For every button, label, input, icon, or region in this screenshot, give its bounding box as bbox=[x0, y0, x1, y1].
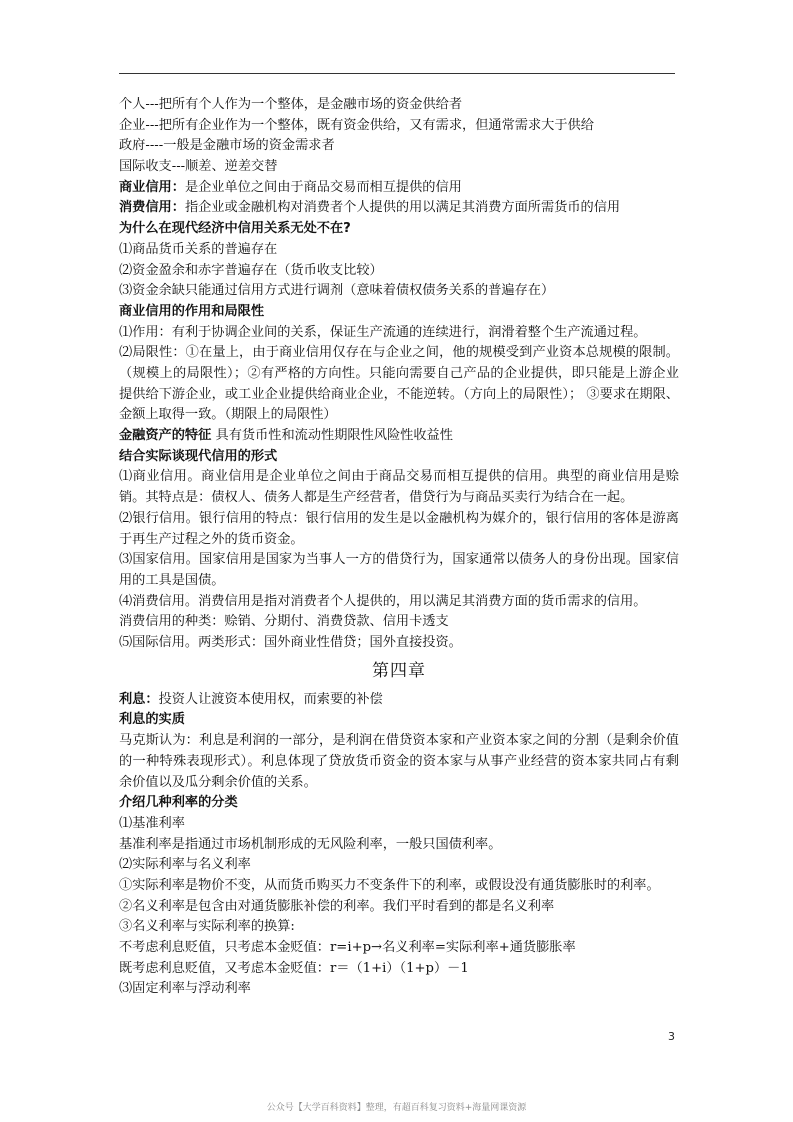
list-item: ⑵资金盈余和赤字普遍存在（货币收支比较） bbox=[119, 262, 383, 278]
formula: 既考虑利息贬值，又考虑本金贬值：r＝（1+i）（1+p）－1 bbox=[119, 960, 469, 976]
paragraph: 企业---把所有企业作为一个整体，既有资金供给，又有需求，但通常需求大于供给 bbox=[119, 117, 594, 133]
list-item: ⑶国家信用。国家信用是国家为当事人一方的借贷行为，国家通常以债务人的身份出现。国家信用的工具是国债。 bbox=[119, 552, 679, 588]
document-body bbox=[119, 95, 679, 1000]
definition-text: 指企业或金融机构对消费者个人提供的用以满足其消费方面所需货币的信用 bbox=[184, 200, 621, 216]
term: 商业信用： bbox=[119, 179, 185, 195]
list-item: ⑷消费信用。消费信用是指对消费者个人提供的，用以满足其消费方面的货币需求的信用。 bbox=[119, 593, 647, 609]
definition-text: 具有货币性和流动性期限性风险性收益性 bbox=[211, 428, 453, 444]
definition bbox=[119, 426, 679, 447]
chapter-title: 第四章 bbox=[372, 660, 426, 681]
list-item: ⑴基准利率 bbox=[119, 815, 185, 831]
list-item: ⑵实际利率与名义利率 bbox=[119, 857, 251, 873]
page-number: 3 bbox=[668, 1030, 675, 1043]
definition-text: 是企业单位之间由于商品交易而相互提供的信用 bbox=[184, 179, 462, 195]
list-item: ⑵银行信用。银行信用的特点：银行信用的发生是以金融机构为媒介的，银行信用的客体是游离于再生产过程之外的货币资金。 bbox=[119, 510, 679, 547]
list-item: ⑶资金余缺只能通过信用方式进行调剂（意味着债权债务关系的普遍存在） bbox=[119, 283, 555, 299]
section-heading: 为什么在现代经济中信用关系无处不在? bbox=[119, 221, 351, 237]
footer-note: 公众号【大学百科资料】整理，有超百科复习资料+海量网课资源 bbox=[266, 1103, 527, 1113]
paragraph: 政府----一般是金融市场的资金需求者 bbox=[119, 138, 335, 154]
definition-text: 投资人让渡资本使用权，而索要的补偿 bbox=[158, 691, 383, 707]
list-item: ⑸国际信用。两类形式：国外商业性借贷；国外直接投资。 bbox=[119, 635, 462, 651]
paragraph: 马克斯认为：利息是利润的一部分，是利润在借贷资本家和产业资本家之间的分割（是剩余价值的一种特殊表现形式）。利息体现了贷放货币资金的资本家与从事产业经营的资本家共同占有剩余价值以及瓜分剩余价值的关系。 bbox=[119, 733, 679, 790]
formula: 不考虑利息贬值，只考虑本金贬值：r=i+p→名义利率=实际利率+通货膨胀率 bbox=[119, 940, 576, 956]
list-item: ⑴作用：有利于协调企业间的关系，保证生产流通的连续进行，润滑着整个生产流通过程。 bbox=[119, 324, 647, 340]
list-item: ⑴商品货币关系的普遍存在 bbox=[119, 241, 278, 257]
list-item: ⑶固定利率与浮动利率 bbox=[119, 981, 251, 997]
header-rule bbox=[119, 73, 675, 74]
section-heading: 结合实际谈现代信用的形式 bbox=[119, 448, 278, 464]
section-heading: 介绍几种利率的分类 bbox=[119, 795, 238, 811]
section-heading: 商业信用的作用和局限性 bbox=[119, 303, 265, 319]
term: 消费信用： bbox=[119, 200, 185, 216]
paragraph: 消费信用的种类：赊销、分期付、消费贷款、信用卡透支 bbox=[119, 614, 449, 630]
list-item: ⑴商业信用。商业信用是企业单位之间由于商品交易而相互提供的信用。典型的商业信用是赊销。其特点是：债权人、债务人都是生产经营者，借贷行为与商品买卖行为结合在一起。 bbox=[119, 469, 679, 506]
list-item: ②名义利率是包含由对通货膨胀补偿的利率。我们平时看到的都是名义利率 bbox=[119, 898, 555, 914]
section-heading: 利息的实质 bbox=[119, 712, 185, 728]
term: 金融资产的特征 bbox=[119, 428, 212, 444]
list-item: ⑵局限性：①在量上，由于商业信用仅存在与企业之间，他的规模受到产业资本总规模的限制。（规模上的局限性）；②有严格的方向性。只能向需要自己产品的企业提供，即只能是上游企业提供给下游企业，或工业企业提供给商业企业，不能逆转。（方向上的局限性）； ③要求在期限、金额上取得一致。（期限上的局限性） bbox=[119, 345, 679, 423]
definition bbox=[119, 690, 679, 711]
definition bbox=[119, 198, 679, 219]
paragraph: 国际收支---顺差、逆差交替 bbox=[119, 159, 278, 175]
list-item: ③名义利率与实际利率的换算: bbox=[119, 919, 295, 935]
term: 利息： bbox=[119, 691, 159, 707]
list-item: ①实际利率是物价不变，从而货币购买力不变条件下的利率，或假设没有通货膨胀时的利率。 bbox=[119, 877, 660, 893]
paragraph: 个人---把所有个人作为一个整体，是金融市场的资金供给者 bbox=[119, 97, 463, 112]
definition bbox=[119, 178, 679, 199]
paragraph: 基准利率是指通过市场机制形成的无风险利率，一般只国债利率。 bbox=[119, 836, 502, 852]
